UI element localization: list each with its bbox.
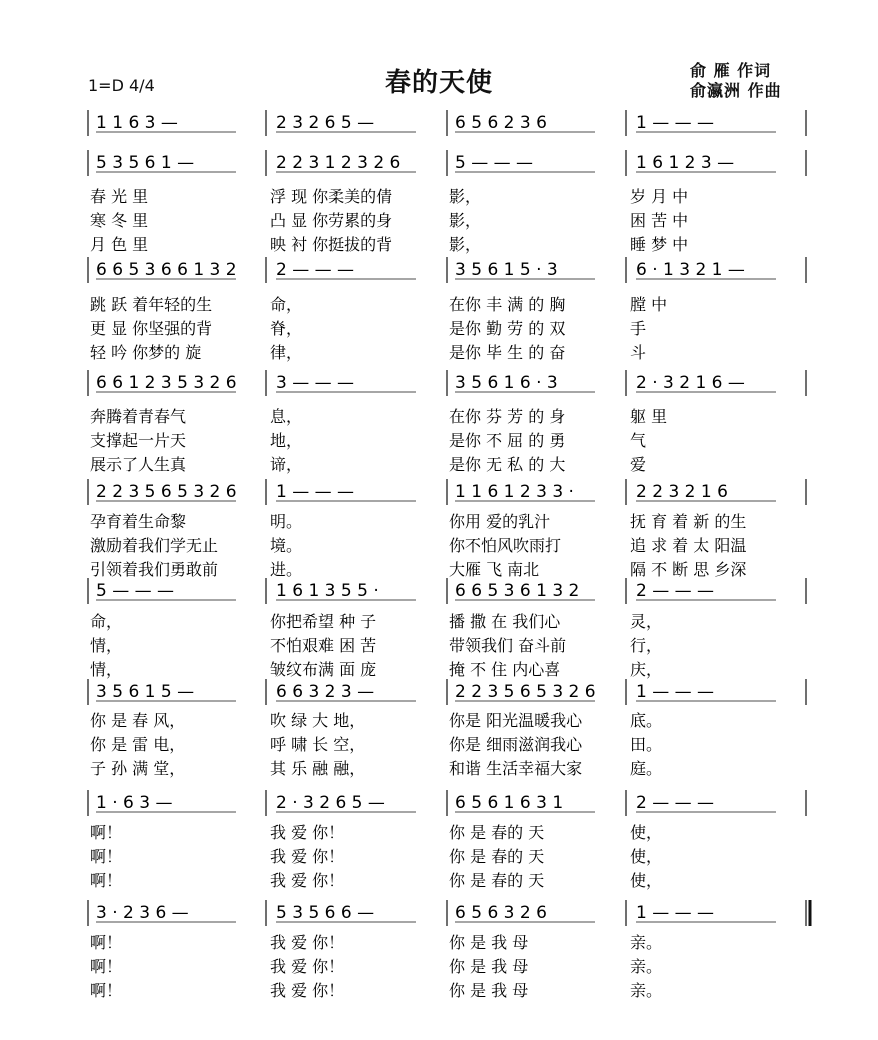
- lyric-text: 其 乐 融 融，: [270, 759, 366, 778]
- lyric-text: 展示了人生真: [90, 455, 187, 474]
- lyric-text: 脊，: [270, 319, 303, 338]
- lyric-text: 行，: [630, 636, 663, 655]
- measure-notes: 6 · 1 3 2 1 —: [636, 260, 745, 280]
- lyric-text: 你是 细雨滋润我心: [449, 735, 583, 754]
- measure-notes: 2 2 3 1 2 3 2 6: [276, 153, 401, 173]
- lyric-text: 啊！: [90, 957, 123, 976]
- measure-notes: 1 1 6 3 —: [96, 113, 178, 133]
- measure-notes: 5 — — —: [455, 153, 534, 173]
- lyric-text: 你是 阳光温暖我心: [449, 711, 583, 730]
- lyric-text: 底。: [630, 711, 663, 730]
- lyric-text: 寒 冬 里: [90, 211, 149, 230]
- composer-credit: 俞瀛洲 作曲: [690, 81, 782, 100]
- lyric-text: 播 撒 在 我们心: [449, 612, 561, 631]
- lyric-text: 情，: [90, 660, 123, 679]
- measure-notes: 3 — — —: [276, 373, 355, 393]
- lyric-text: 追 求 着 太 阳温: [630, 536, 747, 555]
- lyric-text: 你不怕风吹雨打: [449, 536, 562, 555]
- key-signature: 1=D 4/4: [88, 76, 155, 95]
- lyric-text: 你 是 我 母: [449, 933, 529, 952]
- lyric-text: 啊！: [90, 981, 123, 1000]
- measure-notes: 3 5 6 1 5 · 3: [455, 260, 558, 280]
- measure-notes: 2 2 3 5 6 5 3 2 6: [455, 682, 596, 702]
- measure-notes: 6 5 6 2 3 6: [455, 113, 547, 133]
- measure-notes: 1 — — —: [636, 903, 715, 923]
- lyric-text: 命，: [90, 612, 123, 631]
- measure-notes: 5 — — —: [96, 581, 175, 601]
- lyric-text: 你 是 春的 天: [449, 823, 545, 842]
- measure-notes: 2 2 3 2 1 6: [636, 482, 728, 502]
- lyric-text: 田。: [630, 735, 663, 754]
- measure-notes: 3 · 2 3 6 —: [96, 903, 189, 923]
- lyric-text: 困 苦 中: [630, 211, 689, 230]
- measure-notes: 1 · 6 3 —: [96, 793, 173, 813]
- lyric-text: 明。: [270, 512, 303, 531]
- lyric-text: 支撑起一片天: [90, 431, 187, 450]
- lyric-text: 使，: [630, 823, 663, 842]
- lyric-text: 气: [630, 431, 647, 450]
- lyric-text: 睡 梦 中: [630, 235, 689, 254]
- lyric-text: 皱纹布满 面 庞: [270, 660, 377, 679]
- lyric-text: 影，: [449, 211, 482, 230]
- lyric-text: 岁 月 中: [630, 187, 689, 206]
- lyric-text: 月 色 里: [90, 235, 149, 254]
- lyricist-credit: 俞 雁 作词: [690, 61, 772, 80]
- lyric-text: 跳 跃 着年轻的生: [90, 295, 213, 314]
- lyric-text: 啊！: [90, 933, 123, 952]
- lyric-text: 律，: [270, 343, 303, 362]
- lyric-text: 命，: [270, 295, 303, 314]
- lyric-text: 我 爱 你！: [270, 823, 345, 842]
- lyric-text: 亲。: [630, 957, 663, 976]
- lyric-text: 轻 吟 你梦的 旋: [90, 343, 202, 362]
- lyric-text: 手: [630, 319, 647, 338]
- lyric-text: 掩 不 住 内心喜: [449, 660, 561, 679]
- measure-notes: 2 3 2 6 5 —: [276, 113, 375, 133]
- measure-notes: 1 6 1 2 3 —: [636, 153, 735, 173]
- lyric-text: 爱: [630, 455, 647, 474]
- lyric-text: 隔 不 断 思 乡深: [630, 560, 747, 579]
- lyric-text: 不怕艰难 困 苦: [270, 636, 377, 655]
- lyric-text: 灵，: [630, 612, 663, 631]
- lyric-text: 我 爱 你！: [270, 933, 345, 952]
- lyric-text: 我 爱 你！: [270, 981, 345, 1000]
- lyric-text: 你 是 雷 电，: [90, 735, 186, 754]
- lyric-text: 斗: [630, 343, 647, 362]
- measure-notes: 1 6 1 3 5 5 ·: [276, 581, 379, 601]
- lyric-text: 谛，: [270, 455, 303, 474]
- lyric-text: 映 衬 你挺拔的背: [270, 235, 393, 254]
- lyric-text: 是你 勤 劳 的 双: [449, 319, 566, 338]
- lyric-text: 凸 显 你劳累的身: [270, 211, 393, 230]
- lyric-text: 庭。: [630, 759, 663, 778]
- lyric-text: 情，: [90, 636, 123, 655]
- measure-notes: 1 — — —: [276, 482, 355, 502]
- lyric-text: 你 是 我 母: [449, 981, 529, 1000]
- lyric-text: 我 爱 你！: [270, 957, 345, 976]
- lyric-text: 春 光 里: [90, 187, 149, 206]
- lyric-text: 子 孙 满 堂，: [90, 759, 186, 778]
- measure-notes: 2 — — —: [636, 581, 715, 601]
- lyric-text: 吹 绿 大 地，: [270, 711, 366, 730]
- lyric-text: 境。: [270, 536, 303, 555]
- lyric-text: 使，: [630, 847, 663, 866]
- lyric-text: 呼 啸 长 空，: [270, 735, 366, 754]
- lyric-text: 你 是 春的 天: [449, 847, 545, 866]
- lyric-text: 浮 现 你柔美的倩: [270, 187, 393, 206]
- lyric-text: 你把希望 种 子: [270, 612, 377, 631]
- lyric-text: 庆，: [630, 660, 663, 679]
- measure-notes: 6 6 3 2 3 —: [276, 682, 375, 702]
- lyric-text: 啊！: [90, 823, 123, 842]
- lyric-text: 在你 芬 芳 的 身: [449, 407, 566, 426]
- measure-notes: 3 5 6 1 5 —: [96, 682, 195, 702]
- measure-notes: 2 · 3 2 1 6 —: [636, 373, 745, 393]
- measure-notes: 6 6 1 2 3 5 3 2 6: [96, 373, 237, 393]
- lyric-text: 在你 丰 满 的 胸: [449, 295, 566, 314]
- lyric-text: 大雁 飞 南北: [449, 560, 540, 579]
- measure-notes: 6 6 5 3 6 1 3 2: [455, 581, 580, 601]
- lyric-text: 和谐 生活幸福大家: [449, 759, 583, 778]
- lyric-text: 进。: [270, 560, 303, 579]
- lyric-text: 你 是 春 风，: [90, 711, 186, 730]
- lyric-text: 影，: [449, 187, 482, 206]
- measure-notes: 2 — — —: [276, 260, 355, 280]
- lyric-text: 更 显 你坚强的背: [90, 319, 213, 338]
- lyric-text: 孕育着生命黎: [90, 512, 187, 531]
- measure-notes: 2 2 3 5 6 5 3 2 6: [96, 482, 237, 502]
- lyric-text: 躯 里: [630, 407, 668, 426]
- lyric-text: 带领我们 奋斗前: [449, 636, 567, 655]
- lyric-text: 亲。: [630, 981, 663, 1000]
- lyric-text: 奔腾着青春气: [90, 407, 187, 426]
- measure-notes: 5 3 5 6 6 —: [276, 903, 375, 923]
- lyric-text: 亲。: [630, 933, 663, 952]
- lyric-text: 引领着我们勇敢前: [90, 560, 219, 579]
- measure-notes: 6 6 5 3 6 6 1 3 2: [96, 260, 237, 280]
- lyric-text: 我 爱 你！: [270, 871, 345, 890]
- lyric-text: 你用 爱的乳汁: [449, 512, 551, 531]
- lyric-text: 是你 无 私 的 大: [449, 455, 566, 474]
- measure-notes: 2 — — —: [636, 793, 715, 813]
- measure-notes: 6 5 6 3 2 6: [455, 903, 547, 923]
- lyric-text: 抚 育 着 新 的生: [630, 512, 747, 531]
- lyric-text: 啊！: [90, 871, 123, 890]
- measure-notes: 5 3 5 6 1 —: [96, 153, 195, 173]
- lyric-text: 你 是 我 母: [449, 957, 529, 976]
- measure-notes: 6 5 6 1 6 3 1: [455, 793, 564, 813]
- measure-notes: 1 — — —: [636, 113, 715, 133]
- lyric-text: 地，: [270, 431, 303, 450]
- lyric-text: 是你 不 屈 的 勇: [449, 431, 566, 450]
- lyric-text: 息，: [270, 407, 303, 426]
- lyric-text: 使，: [630, 871, 663, 890]
- lyric-text: 是你 毕 生 的 奋: [449, 343, 566, 362]
- lyric-text: 膛 中: [630, 295, 668, 314]
- lyric-text: 你 是 春的 天: [449, 871, 545, 890]
- measure-notes: 1 — — —: [636, 682, 715, 702]
- measure-notes: 3 5 6 1 6 · 3: [455, 373, 558, 393]
- measure-notes: 2 · 3 2 6 5 —: [276, 793, 385, 813]
- song-title: 春的天使: [384, 68, 493, 98]
- measure-notes: 1 1 6 1 2 3 3 ·: [455, 482, 574, 502]
- lyric-text: 影，: [449, 235, 482, 254]
- lyric-text: 啊！: [90, 847, 123, 866]
- lyric-text: 我 爱 你！: [270, 847, 345, 866]
- lyric-text: 激励着我们学无止: [90, 536, 219, 555]
